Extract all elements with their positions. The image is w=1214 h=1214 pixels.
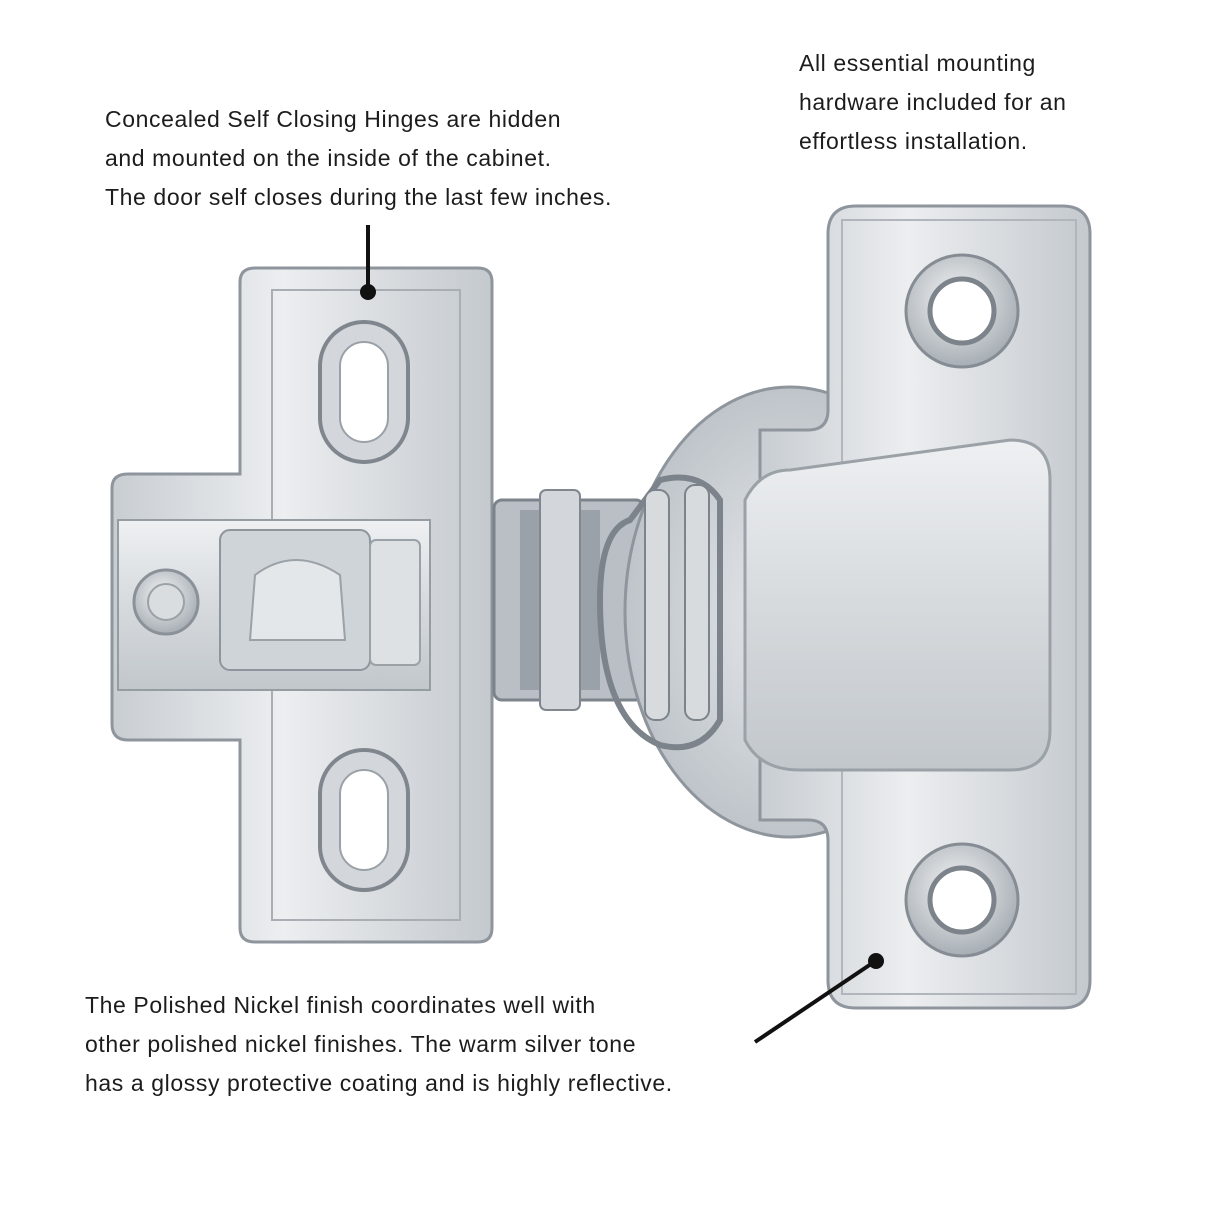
callout-line: and mounted on the inside of the cabinet. [105,145,552,171]
callout-line: The door self closes during the last few inches. [105,184,612,210]
pointer-hinges [360,225,376,300]
callout-line: Concealed Self Closing Hinges are hidden [105,106,562,132]
callout-concealed-hinges [105,100,612,217]
callout-polished-nickel-finish [85,986,673,1103]
callout-mounting-hardware [799,44,1067,161]
callout-line: has a glossy protective coating and is highly reflective. [85,1070,673,1096]
callout-line: All essential mounting [799,50,1036,76]
callout-line: effortless installation. [799,128,1028,154]
callout-line: other polished nickel finishes. The warm silver tone [85,1031,637,1057]
mounting-plate [112,268,492,942]
callout-line: The Polished Nickel finish coordinates well with [85,992,596,1018]
callout-line: hardware included for an [799,89,1067,115]
